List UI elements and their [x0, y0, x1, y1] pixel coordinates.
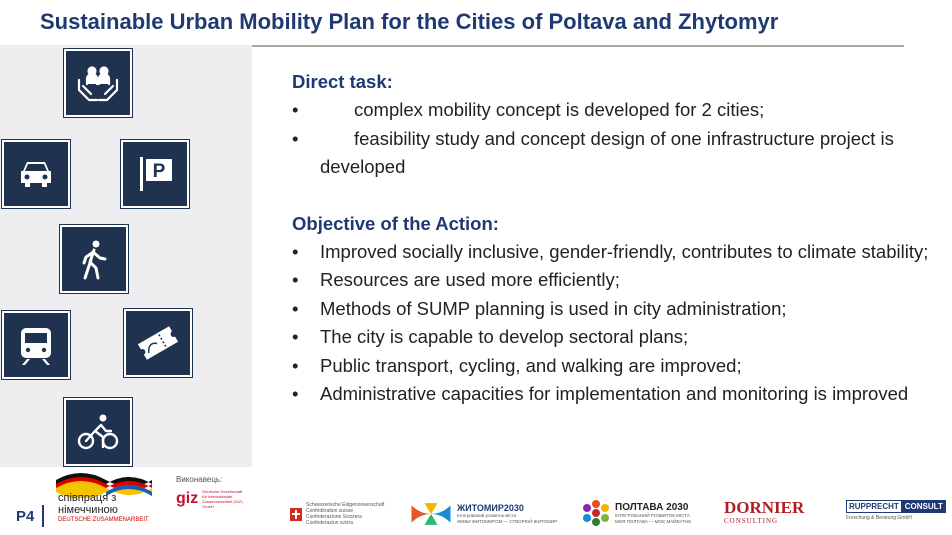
slide-body [292, 68, 942, 409]
list-item: • Administrative capacities for implementation and monitoring is improved [292, 383, 909, 404]
germany-line-1: співпраця з [58, 492, 117, 504]
poltava-title: ПОЛТАВА 2030 [615, 501, 689, 513]
list-item: • Methods of SUMP planning is used in city administration; [292, 297, 787, 319]
list-item: • Public transport, cycling, and walking are improved; [292, 354, 742, 376]
list-item: • complex mobility concept is developed for 2 cities; [292, 99, 765, 120]
list-item: • feasibility study and concept design of one infrastructure project is developed [292, 127, 894, 177]
zhytomyr-slogan: ЖИВИ ЖИТОМИРОМ — СТВОРЮЙ ЖИТОМИР [457, 519, 558, 524]
ticket-icon [124, 309, 192, 377]
swiss-line: Confederaziun svizra [306, 520, 353, 526]
poltava-emblem-icon [581, 498, 611, 528]
dornier-title: DORNIER [724, 498, 805, 517]
direct-task-list [292, 96, 942, 182]
giz-wordmark: giz [176, 490, 199, 507]
train-icon [2, 311, 70, 379]
page-number-divider [42, 505, 44, 527]
swiss-cross-icon [290, 508, 302, 521]
poltava-subtitle: ІНТЕГРОВАНИЙ РОЗВИТОК МІСТА [615, 512, 690, 518]
swiss-line: Confederazione Svizzera [306, 514, 362, 520]
parking-glyph: P [152, 161, 166, 182]
executor-label: Виконавець: [176, 475, 223, 484]
giz-text: Deutsche Gesellschaft für Internationale Zusammenarbeit (GIZ) GmbH [202, 489, 243, 509]
people-care-icon [64, 49, 132, 117]
cyclist-icon [64, 398, 132, 466]
germany-line-3: DEUTSCHE ZUSAMMENARBEIT [58, 517, 149, 523]
list-item: • The city is capable to develop sectoral plans; [292, 326, 689, 347]
slide-title: Sustainable Urban Mobility Plan for the Cities of Poltava and Zhytomyr [40, 9, 779, 34]
rupprecht-subtitle: Forschung & Beratung GmbH [846, 515, 912, 521]
car-icon [2, 140, 70, 208]
direct-task-heading: Direct task: [292, 71, 393, 92]
swiss-line: Schweizerische Eidgenossenschaft [306, 502, 385, 508]
dornier-consulting-logo [724, 499, 818, 527]
giz-logo [176, 476, 256, 516]
page-number: P4 [16, 508, 35, 525]
parking-icon [121, 140, 189, 208]
poltava-2030-logo [581, 497, 701, 529]
rupprecht-title-b: CONSULT [902, 500, 946, 513]
pedestrian-icon [60, 225, 128, 293]
rupprecht-consult-logo [846, 500, 944, 522]
swiss-confederation-logo [290, 500, 390, 528]
german-cooperation-logo [54, 468, 154, 530]
zhytomyr-2030-logo [409, 500, 571, 528]
zhytomyr-title: ЖИТОМИР2030 [457, 503, 524, 513]
dornier-subtitle: CONSULTING [724, 517, 779, 525]
zhytomyr-emblem-icon [409, 501, 453, 527]
list-item: • Resources are used more efficiently; [292, 269, 620, 290]
zhytomyr-subtitle: Інтегрований розвиток міста [457, 513, 517, 518]
poltava-slogan: МОЯ ПОЛТАВА — МОЄ МАЙБУТНЄ [615, 518, 692, 524]
objective-heading: Objective of the Action: [292, 212, 499, 234]
rupprecht-title-a: RUPPRECHT [846, 500, 902, 513]
list-item: • Improved socially inclusive, gender-friendly, contributes to climate stability; [292, 240, 929, 262]
swiss-line: Confédération suisse [306, 508, 353, 514]
germany-line-2: німеччиною [58, 504, 118, 516]
objective-list [292, 238, 942, 409]
